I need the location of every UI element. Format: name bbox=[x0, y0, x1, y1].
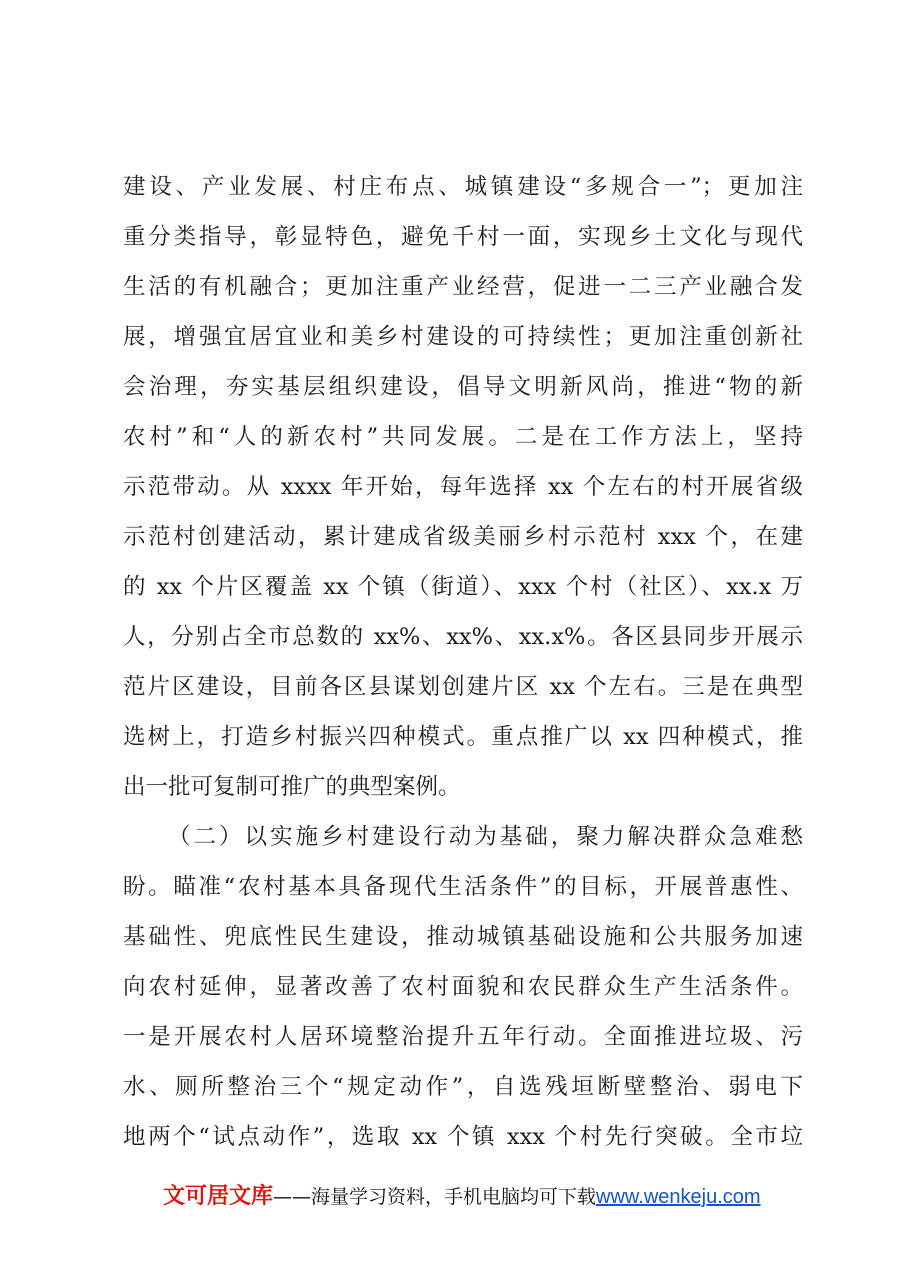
text-line: 基础性、兜底性民生建设，推动城镇基础设施和公共服务加速 bbox=[123, 924, 803, 950]
text-line: 示范村创建活动，累计建成省级美丽乡村示范村 xxx 个，在建 bbox=[123, 524, 803, 550]
paragraph-2 bbox=[123, 812, 803, 1162]
text-line: 一是开展农村人居环境整治提升五年行动。全面推进垃圾、污 bbox=[123, 1024, 803, 1050]
text-line: 盼。瞄准“农村基本具备现代生活条件”的目标，开展普惠性、 bbox=[123, 874, 803, 900]
text-line: 范片区建设，目前各区县谋划创建片区 xx 个左右。三是在典型 bbox=[123, 674, 803, 700]
text-line: 会治理，夯实基层组织建设，倡导文明新风尚，推进“物的新 bbox=[123, 374, 803, 400]
text-line: 出一批可复制可推广的典型案例。 bbox=[123, 774, 461, 800]
text-line: 水、厕所整治三个“规定动作”，自选残垣断壁整治、弱电下 bbox=[123, 1074, 803, 1100]
text-line: 展，增强宜居宜业和美乡村建设的可持续性；更加注重创新社 bbox=[123, 324, 803, 350]
footer-slogan: ——海量学习资料，手机电脑均可下载 bbox=[273, 1186, 597, 1208]
text-line: 重分类指导，彰显特色，避免千村一面，实现乡土文化与现代 bbox=[123, 224, 803, 250]
text-line: 生活的有机融合；更加注重产业经营，促进一二三产业融合发 bbox=[123, 274, 803, 300]
text-line: 选树上，打造乡村振兴四种模式。重点推广以 xx 四种模式，推 bbox=[123, 724, 803, 750]
text-line: 示范带动。从 xxxx 年开始，每年选择 xx 个左右的村开展省级 bbox=[123, 474, 803, 500]
body-text bbox=[123, 162, 803, 1162]
paragraph-1 bbox=[123, 162, 803, 812]
text-line: 建设、产业发展、村庄布点、城镇建设“多规合一”；更加注 bbox=[123, 174, 803, 200]
website-link[interactable]: www.wenkeju.com bbox=[596, 1186, 761, 1208]
text-line: （二）以实施乡村建设行动为基础，聚力解决群众急难愁 bbox=[168, 824, 803, 850]
text-line: 人，分别占全市总数的 xx%、xx%、xx.x%。各区县同步开展示 bbox=[123, 624, 803, 650]
text-line: 地两个“试点动作”，选取 xx 个镇 xxx 个村先行突破。全市垃 bbox=[123, 1124, 803, 1150]
text-line: 的 xx 个片区覆盖 xx 个镇（街道）、xxx 个村（社区）、xx.x 万 bbox=[123, 574, 803, 600]
footer-banner bbox=[163, 1180, 783, 1214]
text-line: 农村”和“人的新农村”共同发展。二是在工作方法上，坚持 bbox=[123, 424, 803, 450]
brand-name: 文可居文库 bbox=[163, 1184, 274, 1209]
text-line: 向农村延伸，显著改善了农村面貌和农民群众生产生活条件。 bbox=[123, 974, 803, 1000]
